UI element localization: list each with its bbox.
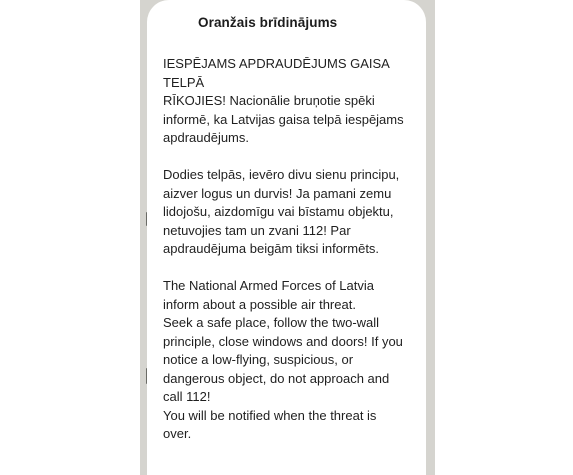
alert-paragraph-en-3: You will be notified when the threat is over. bbox=[163, 407, 377, 441]
alert-paragraph-lv-2: Dodies telpās, ievēro divu sienu principu, aizver logus un durvis! Ja pamani zemu lidojošu, aizdomīgu vai bīstamu objektu, netuvojies tam un zvani 112! Par apdraudējuma beigām tiksi informēts. bbox=[163, 167, 400, 256]
alert-paragraph-en-2: Seek a safe place, follow the two-wall principle, close windows and doors! If you notice a low-flying, suspicious, or dangerous object, do not approach and call 112! bbox=[163, 315, 403, 404]
alert-paragraph-lv-1: RĪKOJIES! Nacionālie bruņotie spēki informē, ka Latvijas gaisa telpā iespējams apdraudējums. bbox=[163, 93, 404, 145]
alert-message-body bbox=[163, 55, 408, 444]
alert-paragraph-en-1: The National Armed Forces of Latvia inform about a possible air threat. bbox=[163, 278, 374, 312]
paragraph-spacer bbox=[163, 148, 408, 167]
paragraph-spacer bbox=[163, 259, 408, 278]
alert-heading-lv: IESPĒJAMS APDRAUDĒJUMS GAISA TELPĀ bbox=[163, 56, 390, 90]
emergency-alert-card bbox=[147, 0, 426, 475]
alert-title: Oranžais brīdinājums bbox=[198, 15, 338, 30]
